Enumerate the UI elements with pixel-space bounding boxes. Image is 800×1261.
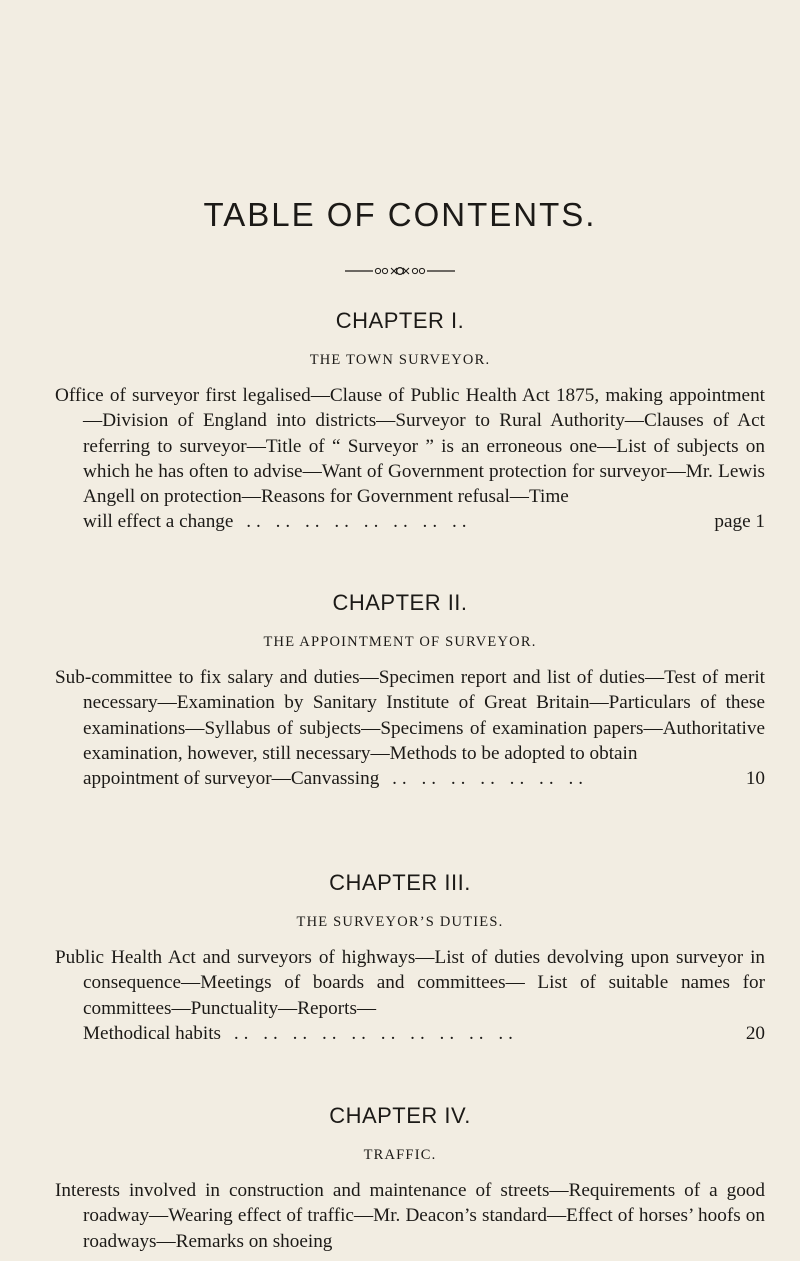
chapter-summary-last-line — [83, 509, 765, 534]
chapter-2 — [0, 590, 800, 791]
chapter-heading: CHAPTER II. — [332, 590, 468, 615]
chapter-summary-last-line — [83, 766, 765, 791]
chapter-summary — [55, 665, 765, 791]
chapter-summary-text: Interests involved in construction and maintenance of streets—Requirements of a good roadway—Wearing effect of traffic—Mr. Deacon’s standard—Effect of horses’ hoofs on roadways—Remarks on shoeing — [55, 1180, 765, 1252]
chapter-1 — [0, 308, 800, 535]
dot-leader: .. .. .. .. .. .. .. — [392, 768, 589, 790]
chapter-subtitle: THE APPOINTMENT OF SURVEYOR. — [263, 634, 537, 650]
page-number: 10 — [745, 768, 765, 790]
chapter-summary — [55, 1178, 765, 1254]
chapter-summary-text: Public Health Act and surveyors of highways—List of duties devolving upon surveyor in consequence—Meetings of boards and committees— List of suitable names for committees—Punctuality—Reports— — [55, 947, 765, 1019]
chapter-subtitle: THE SURVEYOR’S DUTIES. — [296, 914, 504, 930]
page-number: 20 — [745, 1022, 765, 1044]
ornament-divider-icon — [345, 264, 455, 278]
dot-leader: .. .. .. .. .. .. .. .. — [246, 511, 472, 533]
page-number: page 1 — [714, 511, 765, 533]
chapter-summary-text: Office of surveyor first legalised—Clause of Public Health Act 1875, making appointment—Division of England into districts—Surveyor to Rural Authority—Clauses of Act referring to surveyor—Title of “ Surveyor ” is an erroneous one—List of subjects on which he has often to advise—Want of Government protection for surveyor—Mr. Lewis Angell on protection—Reasons for Government refusal—Time — [55, 385, 765, 508]
chapter-summary — [55, 383, 765, 535]
chapter-subtitle: TRAFFIC. — [363, 1147, 437, 1163]
chapter-summary-last-line — [83, 1021, 765, 1046]
dot-leader: .. .. .. .. .. .. .. .. .. .. — [233, 1022, 518, 1044]
last-line-text: will effect a change — [83, 511, 234, 533]
last-line-text: appointment of surveyor—Canvassing — [83, 768, 380, 790]
last-line-text: Methodical habits — [83, 1022, 222, 1044]
chapter-heading: CHAPTER III. — [329, 870, 471, 895]
chapter-subtitle: THE TOWN SURVEYOR. — [309, 352, 491, 368]
chapter-4 — [0, 1103, 800, 1254]
chapter-heading: CHAPTER IV. — [329, 1103, 471, 1128]
chapter-3 — [0, 870, 800, 1046]
chapter-summary-text: Sub-committee to fix salary and duties—Specimen report and list of duties—Test of merit necessary—Examination by Sanitary Institute of Great Britain—Particulars of these examinations—Syllabus of subjects—Specimens of examination papers—Authoritative examination, however, still necessary—Methods to be adopted to obtain — [55, 667, 765, 764]
chapter-summary — [55, 945, 765, 1046]
page-title: TABLE OF CONTENTS. — [203, 196, 597, 233]
chapter-heading: CHAPTER I. — [335, 308, 465, 333]
